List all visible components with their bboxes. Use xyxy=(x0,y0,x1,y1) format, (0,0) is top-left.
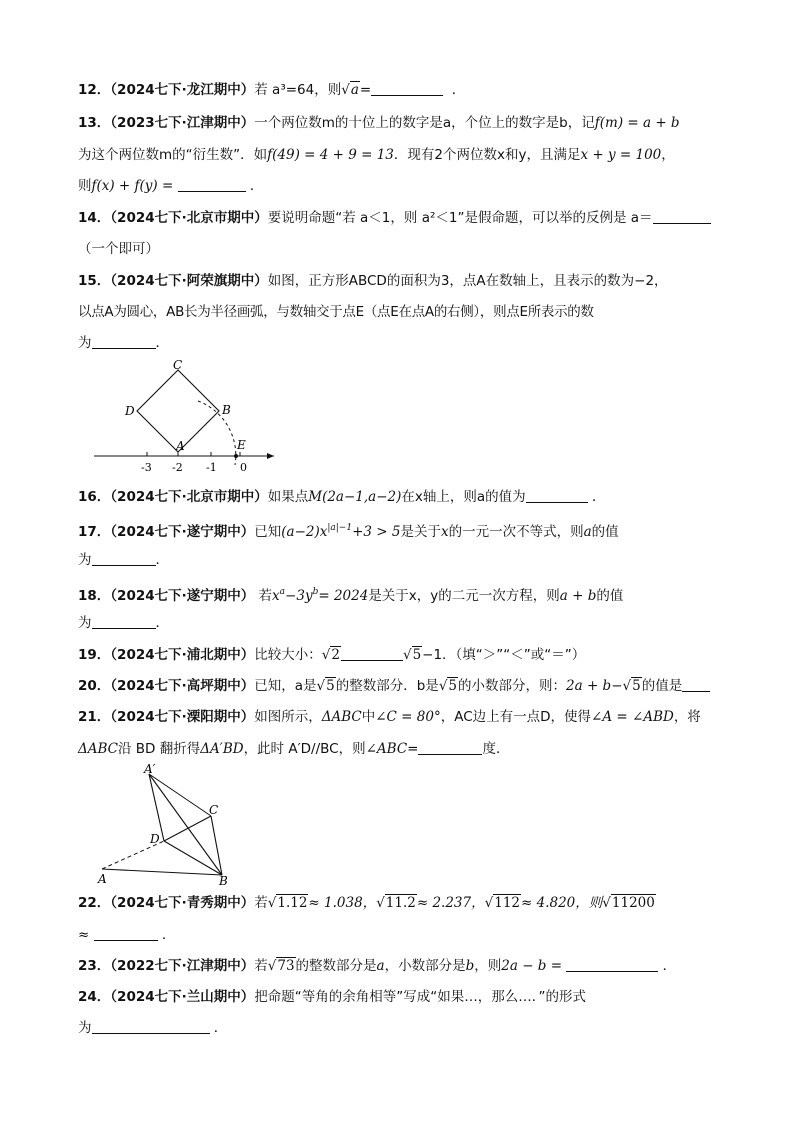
sqrt-2: √2 xyxy=(321,647,340,663)
math-expression: ≈ 2.237， xyxy=(416,895,485,911)
figure-square-numberline xyxy=(90,356,290,476)
question-text: 的值是 xyxy=(641,678,683,694)
answer-blank-20[interactable] xyxy=(682,677,710,692)
question-text: 在x轴上，则a的值为 xyxy=(401,489,526,505)
sqrt-5: √5 xyxy=(316,678,335,694)
question-15-line-3 xyxy=(78,333,169,353)
question-text: 如果点 xyxy=(267,489,309,505)
label-d: D xyxy=(125,404,135,418)
answer-blank-22[interactable] xyxy=(94,926,158,941)
sqrt-11-2: √11.2 xyxy=(376,895,416,911)
question-text: 以点A为圆心，AB长为半径画弧，与数轴交于点E（点E在点A的右侧），则点E所表示的数 xyxy=(78,304,594,320)
answer-blank-21[interactable] xyxy=(418,740,482,755)
sqrt-5: √5 xyxy=(402,647,422,663)
question-text: ，将 xyxy=(673,709,701,725)
question-text: 一个两位数m的十位上的数字是a，个位上的数字是b，记 xyxy=(254,115,595,131)
question-20 xyxy=(78,676,710,696)
exponent: b xyxy=(312,587,319,597)
question-13-line-2 xyxy=(78,145,675,165)
label-a: A xyxy=(176,439,185,453)
question-source: （2024七下·遂宁期中） xyxy=(110,588,255,604)
math-expression: x xyxy=(272,588,280,604)
question-source: （2024七下·高坪期中） xyxy=(110,678,255,694)
label-b: B xyxy=(222,403,231,417)
question-text: 要说明命题“若 a＜1，则 a²＜1”是假命题，可以举的反例是 a＝ xyxy=(267,210,653,226)
question-13-line-1 xyxy=(78,113,680,133)
sqrt-5: √5 xyxy=(438,678,458,694)
equals: = xyxy=(407,741,419,757)
math-variable: a xyxy=(376,958,385,974)
label-c: C xyxy=(209,803,219,817)
tick-label: -1 xyxy=(206,461,217,474)
math-expression: = 2024 xyxy=(318,588,369,604)
label-e: E xyxy=(237,438,246,452)
math-expression: 2a + b− xyxy=(566,678,623,694)
question-text: 若 xyxy=(254,895,268,911)
question-text: 为 xyxy=(78,615,92,631)
sqrt-73: √73 xyxy=(267,958,295,974)
math-expression: ΔABC xyxy=(321,709,362,725)
question-source: （2024七下·龙江期中） xyxy=(110,82,255,98)
sqrt-1-12: √1.12 xyxy=(267,895,308,911)
math-expression: f(x) + f(y) = xyxy=(91,178,174,194)
period: ． xyxy=(155,552,169,568)
math-expression: −3y xyxy=(285,588,313,604)
question-21-line-2 xyxy=(78,739,509,759)
math-expression: ∠C = 80° xyxy=(375,709,441,725)
period: ． xyxy=(155,615,169,631)
label-a: A xyxy=(98,872,107,886)
figure-triangle-fold xyxy=(92,762,242,886)
answer-blank-19[interactable] xyxy=(341,646,403,661)
answer-blank-23[interactable] xyxy=(566,957,658,972)
question-text: 若 xyxy=(258,588,273,604)
question-text: 比较大小： xyxy=(254,647,322,663)
question-15-line-1 xyxy=(78,271,668,291)
question-number: 15． xyxy=(78,273,111,289)
question-text: 若 a³=64，则 xyxy=(254,82,342,98)
math-variable: x xyxy=(440,524,449,540)
question-21-line-1 xyxy=(78,707,701,727)
segment-ab xyxy=(102,869,222,875)
question-text: 是关于x，y的二元一次方程，则 xyxy=(368,588,560,604)
question-19 xyxy=(78,645,585,665)
question-source: （2024七下·北京市期中） xyxy=(110,210,268,226)
question-number: 14． xyxy=(78,210,111,226)
math-expression: a + b xyxy=(559,588,597,604)
question-text: 为 xyxy=(78,1020,92,1036)
question-14-line-1 xyxy=(78,208,711,228)
question-number: 16． xyxy=(78,489,111,505)
question-24-line-1 xyxy=(78,987,586,1007)
math-expression: (a−2)x xyxy=(281,524,328,540)
math-variable: b xyxy=(465,958,475,974)
question-text: 为 xyxy=(78,552,92,568)
question-text: 若 xyxy=(254,958,268,974)
question-number: 24． xyxy=(78,989,111,1005)
tick-label: 0 xyxy=(240,461,247,474)
exponent: a xyxy=(279,587,286,597)
label-c: C xyxy=(173,358,183,372)
question-14-line-2 xyxy=(78,239,159,259)
answer-blank-17[interactable] xyxy=(92,551,156,566)
question-text: 把命题“等角的余角相等”写成“如果…，那么…．”的形式 xyxy=(254,989,586,1005)
answer-blank-14[interactable] xyxy=(653,209,711,224)
question-24-line-2 xyxy=(78,1018,227,1038)
question-text: 的整数部分．b是 xyxy=(335,678,439,694)
point-e xyxy=(234,454,238,458)
arrow-head xyxy=(267,453,274,459)
question-text: 的整数部分是 xyxy=(295,958,377,974)
math-expression: ΔA′BD xyxy=(200,741,244,757)
question-15-line-2 xyxy=(78,302,594,322)
question-text: ，则 xyxy=(474,958,502,974)
question-number: 21． xyxy=(78,709,111,725)
question-source: （2024七下·北京市期中） xyxy=(110,489,268,505)
math-variable: a xyxy=(583,524,592,540)
period: ． xyxy=(249,178,264,194)
question-text: 为这个两位数m的“衍生数”．如 xyxy=(78,147,268,163)
exponent: |a|−1 xyxy=(327,523,353,533)
math-expression: f(49) = 4 + 9 = 13 xyxy=(267,147,394,163)
segment-cb xyxy=(211,816,222,875)
math-expression: +3 > 5 xyxy=(352,524,401,540)
question-text: 为 xyxy=(78,335,92,351)
question-12 xyxy=(78,80,465,100)
tick-label: -2 xyxy=(172,461,183,474)
question-22-line-1 xyxy=(78,893,656,913)
answer-blank-13[interactable] xyxy=(178,177,246,192)
answer-blank-24[interactable] xyxy=(92,1019,210,1034)
question-text: −1．（填“＞”“＜”或“＝”） xyxy=(422,647,586,663)
math-expression: M(2a−1,a−2) xyxy=(308,489,402,505)
question-17-line-1 xyxy=(78,518,619,542)
triangle-a-prime-bd xyxy=(149,774,222,875)
question-text: （一个即可） xyxy=(78,241,159,257)
question-17-line-2 xyxy=(78,550,169,570)
question-text: ．现有2个两位数x和y，且满足 xyxy=(393,147,581,163)
period: ． xyxy=(662,958,677,974)
math-expression: 2a − b = xyxy=(501,958,563,974)
tick-label: -3 xyxy=(141,461,152,474)
sqrt-a: √a xyxy=(341,82,359,98)
label-a-prime: A′ xyxy=(144,762,156,776)
math-expression: ∠ABC xyxy=(365,741,408,757)
question-text: 则 xyxy=(78,178,92,194)
question-text: ，此时 A′D//BC，则 xyxy=(243,741,366,757)
question-source: （2024七下·溧阳期中） xyxy=(110,709,255,725)
question-text: 是关于 xyxy=(400,524,441,540)
period: ． xyxy=(155,335,169,351)
question-18-line-1 xyxy=(78,582,623,606)
question-text: 沿 BD 翻折得 xyxy=(118,741,201,757)
question-text: ，AC边上有一点D，使得 xyxy=(440,709,592,725)
question-source: （2022七下·江津期中） xyxy=(110,958,255,974)
segment-dc xyxy=(164,816,211,841)
question-source: （2024七下·浦北期中） xyxy=(110,647,255,663)
equals: = xyxy=(359,82,372,98)
question-number: 13． xyxy=(78,115,111,131)
question-text: 度． xyxy=(482,741,510,757)
question-number: 18． xyxy=(78,588,111,604)
question-22-line-2 xyxy=(78,925,175,945)
label-d: D xyxy=(150,832,160,846)
question-number: 12． xyxy=(78,82,111,98)
question-number: 22． xyxy=(78,895,111,911)
sqrt-5: √5 xyxy=(622,678,641,694)
question-source: （2024七下·兰山期中） xyxy=(110,989,255,1005)
period: ． xyxy=(591,489,606,505)
label-b: B xyxy=(219,874,228,886)
sqrt-112: √112 xyxy=(484,895,521,911)
math-expression: ΔABC xyxy=(78,741,118,757)
question-number: 19． xyxy=(78,647,111,663)
question-text: ， xyxy=(661,147,675,163)
math-expression: f(m) = a + b xyxy=(594,115,680,131)
math-expression: ≈ 4.820，则 xyxy=(521,895,603,911)
period: ． xyxy=(161,927,176,943)
question-text: 的值 xyxy=(591,524,619,540)
math-expression: x + y = 100 xyxy=(580,147,662,163)
answer-blank-16[interactable] xyxy=(526,488,588,503)
question-text: 如图所示， xyxy=(254,709,322,725)
question-number: 20． xyxy=(78,678,111,694)
question-source: （2024七下·阿荣旗期中） xyxy=(110,273,268,289)
question-16 xyxy=(78,487,605,507)
question-23 xyxy=(78,956,676,976)
sqrt-11200: √11200 xyxy=(602,895,655,911)
question-13-line-3 xyxy=(78,176,263,196)
math-expression: ∠A = ∠ABD xyxy=(591,709,674,725)
question-number: 23． xyxy=(78,958,111,974)
question-source: （2024七下·青秀期中） xyxy=(110,895,255,911)
question-text: 的小数部分，则： xyxy=(458,678,567,694)
question-18-line-2 xyxy=(78,613,169,633)
question-text: 已知 xyxy=(254,524,282,540)
math-expression: ≈ 1.038， xyxy=(308,895,377,911)
question-text: 的一元一次不等式，则 xyxy=(448,524,584,540)
question-source: （2024七下·遂宁期中） xyxy=(110,524,255,540)
question-number: 17． xyxy=(78,524,111,540)
period: ． xyxy=(213,1020,228,1036)
question-text: ，小数部分是 xyxy=(384,958,466,974)
period: ． xyxy=(451,82,466,98)
question-text: 已知，a是 xyxy=(254,678,317,694)
answer-blank-12[interactable] xyxy=(371,81,443,96)
question-text: 如图，正方形ABCD的面积为3，点A在数轴上，且表示的数为−2， xyxy=(267,273,668,289)
question-text: 中 xyxy=(361,709,376,725)
question-text: 的值 xyxy=(596,588,624,604)
math-expression: ≈ xyxy=(78,927,90,943)
question-source: （2023七下·江津期中） xyxy=(110,115,255,131)
answer-blank-18[interactable] xyxy=(92,614,156,629)
segment-a-prime-c xyxy=(149,774,211,816)
answer-blank-15[interactable] xyxy=(92,334,156,349)
